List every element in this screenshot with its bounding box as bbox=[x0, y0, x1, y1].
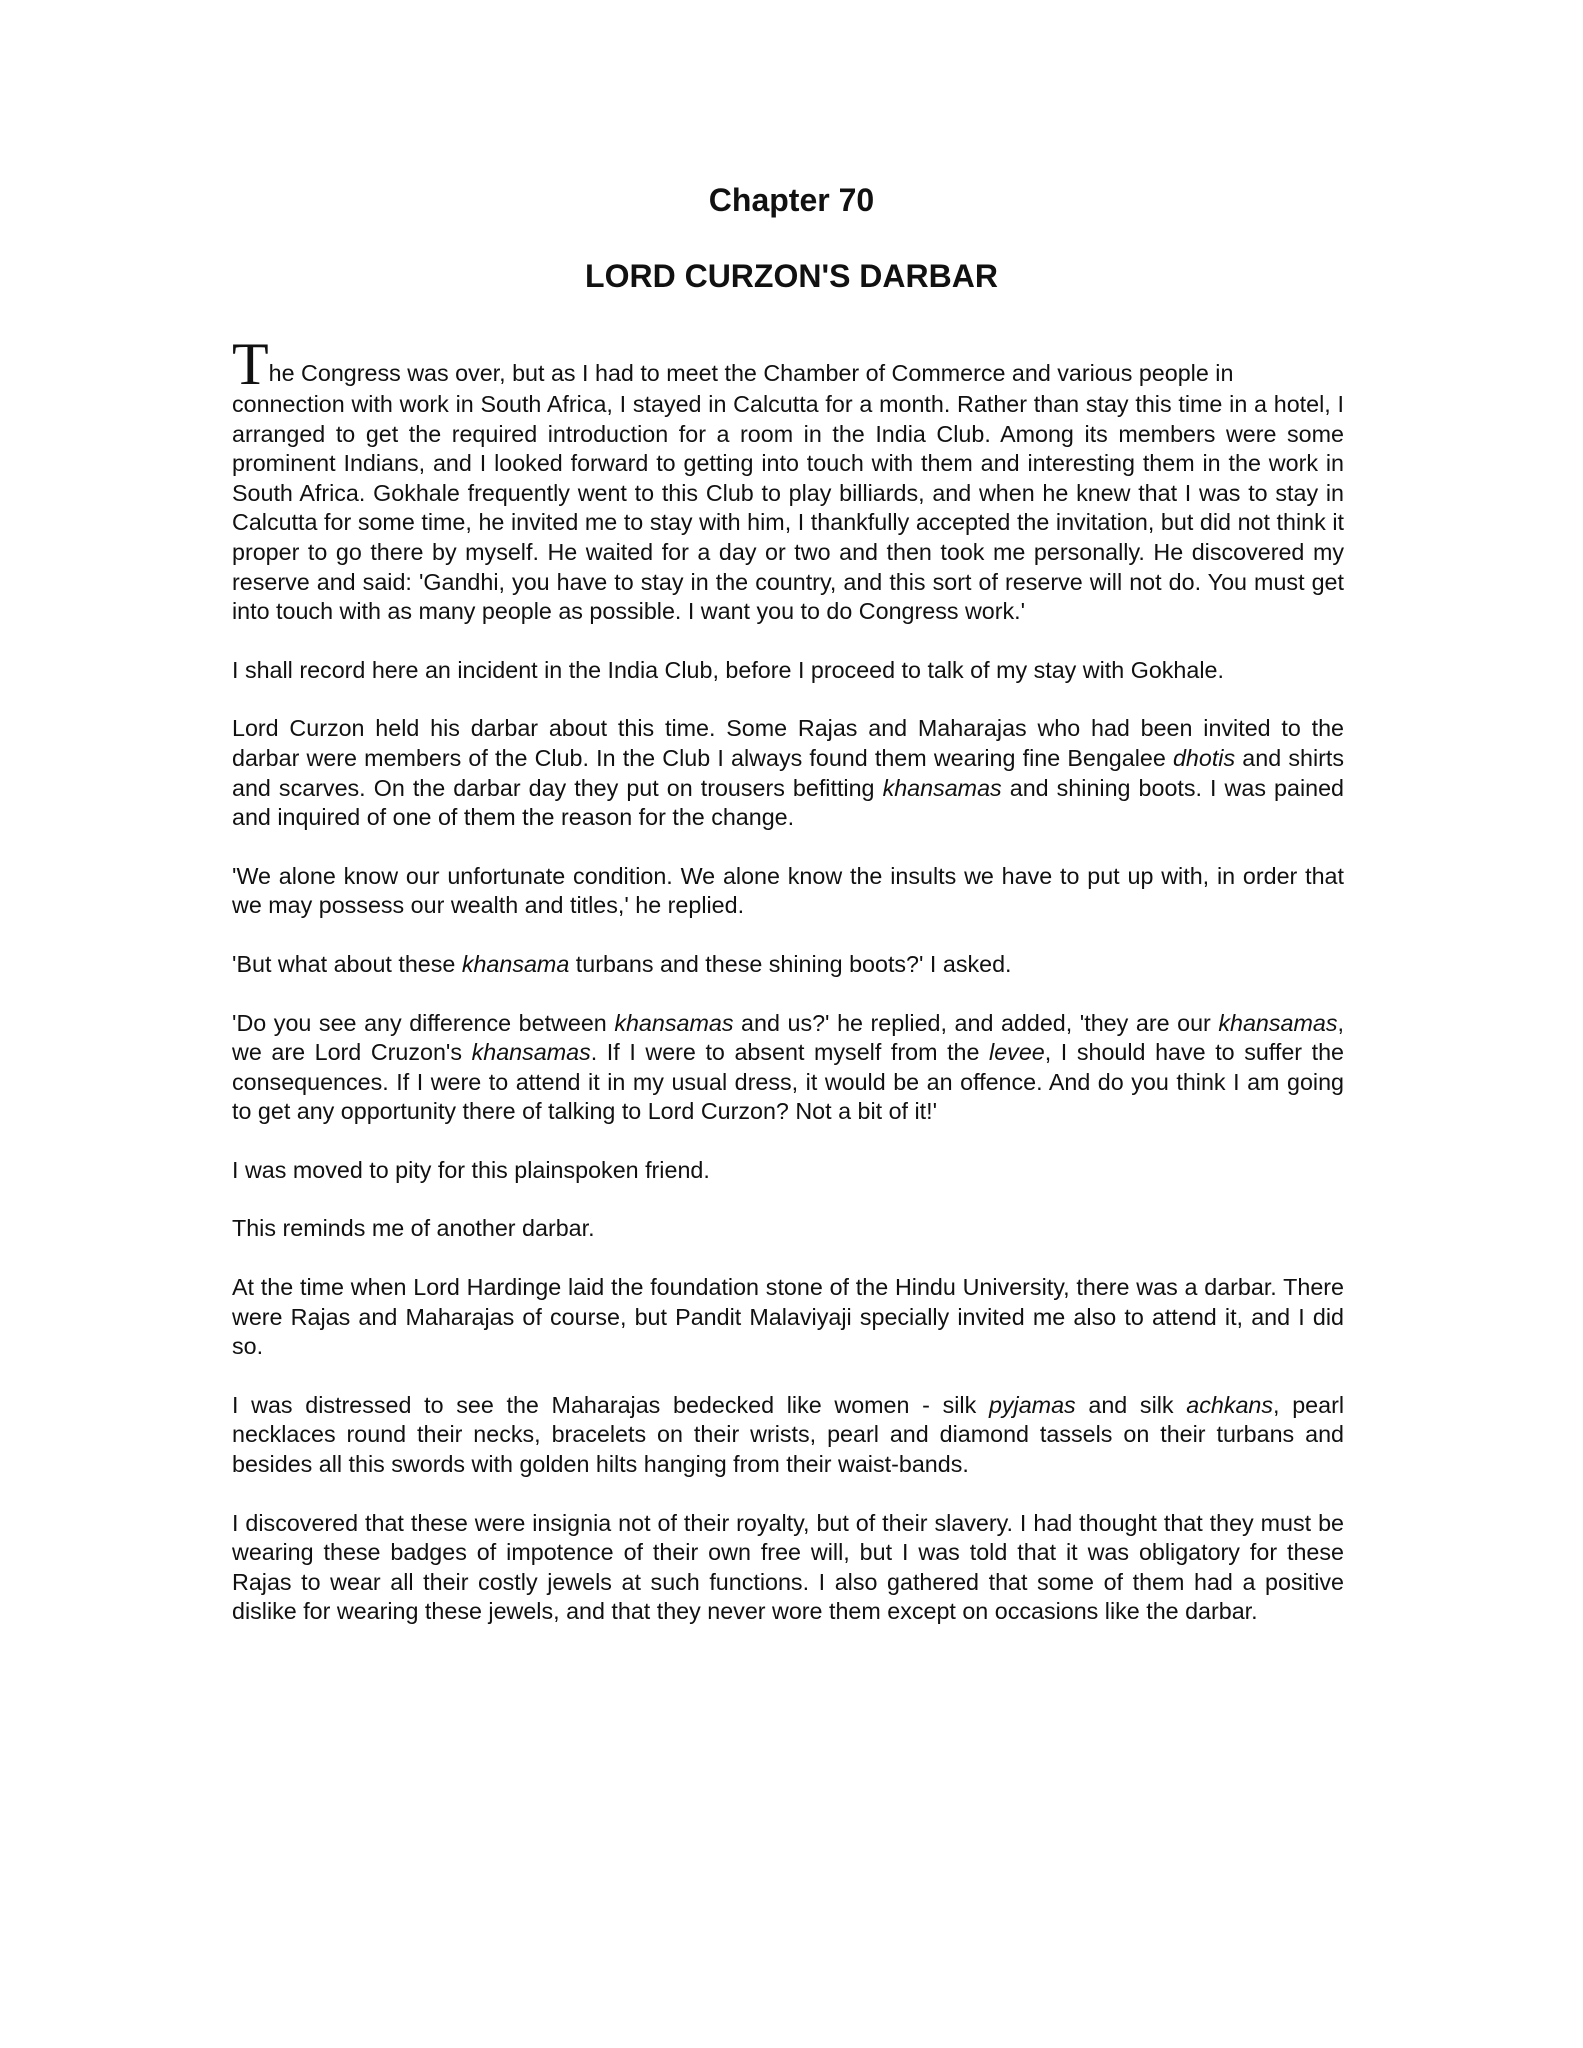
drop-cap: T bbox=[232, 331, 269, 397]
paragraph-6-text-e: , I should have to suffer the consequences. If I were to attend it in my usual dress, it would be an offence. And do you think I am going to get any opportunity there of talking to Lord Curzon? Not a bit of it!' bbox=[232, 1039, 1345, 1125]
italic-term: levee bbox=[989, 1039, 1045, 1066]
paragraph-10-text-b: and silk bbox=[1075, 1391, 1187, 1418]
paragraph-6-text-d: . If I were to absent myself from the bbox=[590, 1039, 990, 1066]
paragraph-2: I shall record here an incident in the India Club, before I proceed to talk of my stay with Gokhale. bbox=[232, 656, 1224, 683]
italic-term: khansamas bbox=[882, 774, 1002, 801]
paragraph-10-text-c: , pearl necklaces round their necks, bracelets on their wrists, pearl and diamond tassels on their turbans and besides all this swords with golden hilts hanging from their waist-bands. bbox=[232, 1391, 1345, 1478]
italic-term: khansamas bbox=[471, 1039, 591, 1066]
chapter-number: Chapter 70 bbox=[708, 182, 875, 218]
paragraph-5 bbox=[232, 950, 1344, 980]
paragraph-3 bbox=[232, 714, 1344, 832]
paragraph-8: This reminds me of another darbar. bbox=[232, 1215, 595, 1242]
paragraph-6-text-a: 'Do you see any difference between bbox=[232, 1009, 615, 1036]
paragraph-5-text-a: 'But what about these bbox=[232, 950, 462, 977]
italic-term: pyjamas bbox=[988, 1391, 1076, 1418]
paragraph-4: 'We alone know our unfortunate condition. We alone know the insults we have to put up with, in order that we may possess our wealth and titles,' he replied. bbox=[232, 862, 1344, 919]
paragraph-5-text-b: turbans and these shining boots?' I asked. bbox=[569, 950, 1012, 977]
italic-term: dhotis bbox=[1172, 744, 1236, 771]
italic-term: achkans bbox=[1186, 1391, 1274, 1418]
chapter-body bbox=[232, 331, 1345, 1656]
paragraph-3-text-c: and shining boots. I was pained and inquired of one of them the reason for the change. bbox=[232, 774, 1344, 831]
paragraph-3-text-a: Lord Curzon held his darbar about this time. Some Rajas and Maharajas who had been invited to the darbar were members of the Club. In the Club I always found them wearing fine Bengalee bbox=[232, 715, 1344, 771]
paragraph-9: At the time when Lord Hardinge laid the foundation stone of the Hindu University, there was a darbar. There were Rajas and Maharajas of course, but Pandit Malaviyaji specially invited me also to attend it, and I did so. bbox=[232, 1274, 1344, 1360]
paragraph-10-text-a: I was distressed to see the Maharajas bedecked like women - silk bbox=[232, 1391, 989, 1418]
paragraph-6-text-c: , we are Lord Cruzon's bbox=[232, 1009, 1344, 1066]
paragraph-6 bbox=[232, 1009, 1344, 1127]
chapter-title: LORD CURZON'S DARBAR bbox=[585, 258, 998, 294]
paragraph-11: I discovered that these were insignia not of their royalty, but of their slavery. I had thought that they must be wearing these badges of impotence of their own free will, but I was told that it was obligatory for these Rajas to wear all their costly jewels at such functions. I also gathered that some of them had a positive dislike for wearing these jewels, and that they never wore them except on occasions like the darbar. bbox=[232, 1509, 1344, 1625]
italic-term: khansama bbox=[461, 950, 570, 977]
paragraph-3-text-b: and shirts and scarves. On the darbar day they put on trousers befitting bbox=[232, 744, 1344, 801]
paragraph-1-first-line: he Congress was over, but as I had to meet the Chamber of Commerce and various people in bbox=[268, 360, 1234, 386]
paragraph-6-text-b: and us?' he replied, and added, 'they are our bbox=[733, 1009, 1219, 1036]
paragraph-10 bbox=[232, 1391, 1344, 1480]
paragraph-1 bbox=[232, 331, 1344, 627]
paragraph-1-rest: connection with work in South Africa, I stayed in Calcutta for a month. Rather than stay this time in a hotel, I arranged to get the required introduction for a room in the India Club. Among its members were some prominent Indians, and I looked forward to getting into touch with them and interesting them in the work in South Africa. Gokhale frequently went to this Club to play billiards, and when he knew that I was to stay in Calcutta for some time, he invited me to stay with him, I thankfully accepted the invitation, but did not think it proper to go there by myself. He waited for a day or two and then took me personally. He discovered my reserve and said: 'Gandhi, you have to stay in the country, and this sort of reserve will not do. You must get into touch with as many people as possible. I want you to do Congress work.' bbox=[232, 391, 1344, 625]
paragraph-7: I was moved to pity for this plainspoken friend. bbox=[232, 1156, 710, 1183]
italic-term: khansamas bbox=[614, 1009, 734, 1036]
italic-term: khansamas bbox=[1218, 1009, 1338, 1036]
